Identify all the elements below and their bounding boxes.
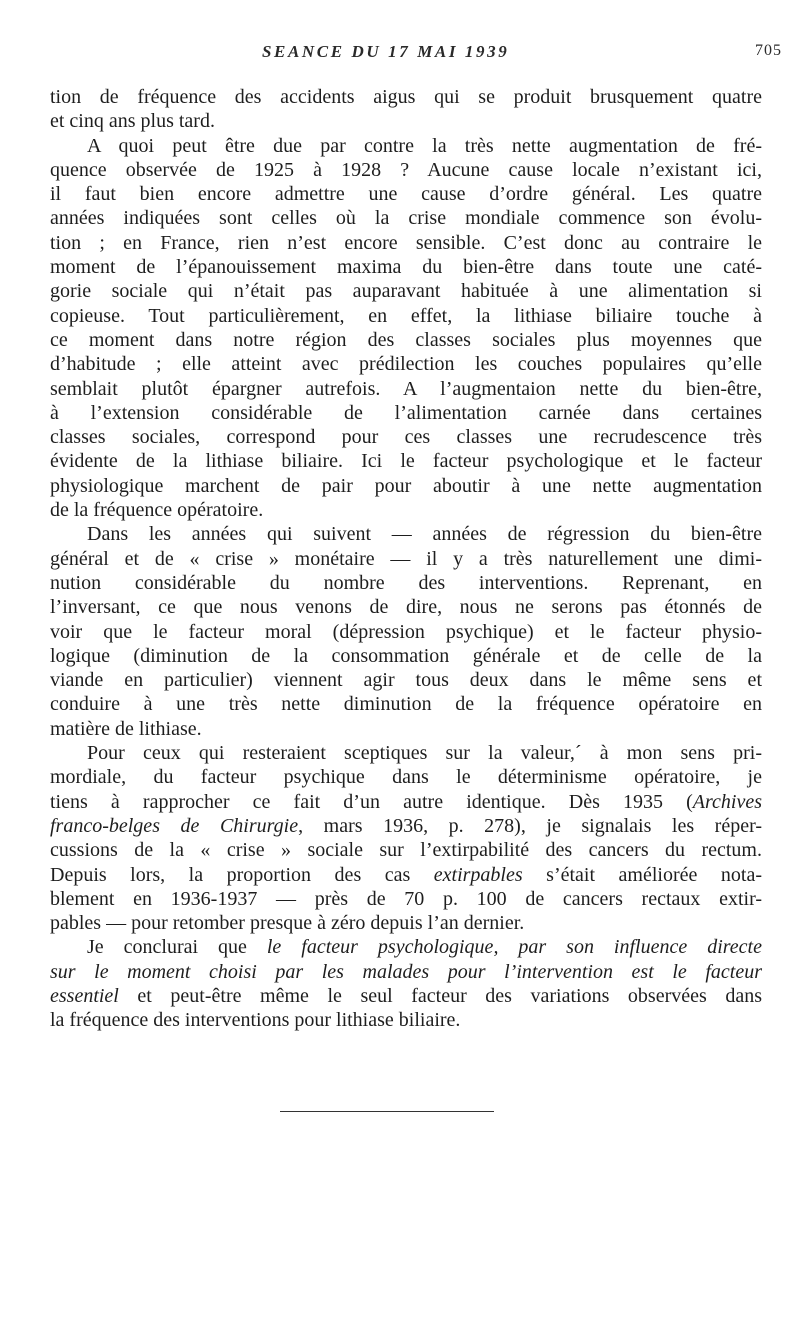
text-line: [50, 814, 762, 838]
text-segment: gorie sociale qui n’était pas auparavant habituée à une alimentation si: [50, 280, 762, 303]
text-segment: pables — pour retomber presque à zéro depuis l’an dernier.: [50, 912, 525, 935]
paragraph: [50, 522, 762, 741]
text-line: [50, 741, 762, 765]
text-line: [50, 158, 762, 182]
text-segment: , mars 1936, p. 278), je signalais les réper-: [298, 814, 762, 837]
text-line: [50, 498, 762, 522]
text-line: [50, 328, 762, 352]
text-line: [50, 692, 762, 716]
text-line: [50, 838, 762, 862]
text-line: [50, 595, 762, 619]
italic-text: extirpables: [433, 863, 523, 886]
text-segment: tiens à rapprocher ce fait d’un autre identique. Dès 1935 (: [50, 790, 693, 813]
running-head: [0, 42, 800, 66]
running-title: SEANCE DU 17 MAI 1939: [262, 42, 510, 61]
text-line: [50, 935, 762, 959]
text-segment: matière de lithiase.: [50, 717, 202, 740]
text-segment: et cinq ans plus tard.: [50, 110, 215, 133]
text-line: [50, 717, 762, 741]
italic-text: franco-belges de Chirurgie: [50, 814, 299, 837]
text-segment: la fréquence des interventions pour lithiase biliaire.: [50, 1009, 461, 1032]
text-line: [50, 887, 762, 911]
text-line: [50, 377, 762, 401]
page-number: 705: [755, 42, 782, 59]
text-line: [50, 765, 762, 789]
text-segment: Depuis lors, la proportion des cas: [50, 863, 434, 886]
text-line: [50, 109, 762, 133]
text-line: [50, 85, 762, 109]
text-segment: quence observée de 1925 à 1928 ? Aucune cause locale n’existant ici,: [50, 158, 762, 181]
text-line: [50, 255, 762, 279]
text-line: [50, 790, 762, 814]
text-segment: conduire à une très nette diminution de la fréquence opératoire en: [50, 693, 762, 716]
text-line: [50, 668, 762, 692]
text-segment: copieuse. Tout particulièrement, en effet, la lithiase biliaire touche à: [50, 304, 762, 327]
text-line: [50, 134, 762, 158]
text-segment: tion de fréquence des accidents aigus qui se produit brusquement quatre: [50, 86, 762, 108]
italic-text: le facteur psychologique, par son influence directe: [266, 936, 762, 959]
text-segment: il faut bien encore admettre une cause d’ordre général. Les quatre: [50, 183, 762, 206]
text-segment: s’était améliorée nota-: [522, 863, 762, 886]
text-segment: de la fréquence opératoire.: [50, 499, 264, 522]
text-segment: Pour ceux qui resteraient sceptiques sur la valeur,´ à mon sens pri-: [87, 742, 762, 765]
text-segment: semblait plutôt épargner autrefois. A l’augmentaion nette du bien-être,: [50, 377, 762, 400]
text-line: [50, 279, 762, 303]
text-line: [50, 182, 762, 206]
text-line: [50, 644, 762, 668]
text-segment: Dans les années qui suivent — années de régression du bien-être: [87, 523, 762, 546]
text-segment: général et de « crise » monétaire — il y a très naturellement une dimi-: [50, 547, 762, 570]
text-segment: nution considérable du nombre des interventions. Reprenant, en: [50, 571, 762, 594]
text-segment: voir que le facteur moral (dépression psychique) et le facteur physio-: [50, 620, 762, 643]
paragraph: [50, 85, 762, 134]
text-segment: d’habitude ; elle atteint avec prédilection les couches populaires qu’elle: [50, 353, 762, 376]
text-line: [50, 863, 762, 887]
text-segment: ce moment dans notre région des classes sociales plus moyennes que: [50, 328, 762, 351]
text-segment: années indiquées sont celles où la crise mondiale commence son évolu-: [50, 207, 762, 230]
text-segment: cussions de la « crise » sociale sur l’extirpabilité des cancers du rectum.: [50, 839, 762, 862]
text-line: [50, 620, 762, 644]
text-segment: moment de l’épanouissement maxima du bien-être dans toute une caté-: [50, 256, 762, 279]
italic-text: essentiel: [50, 984, 119, 1007]
text-segment: logique (diminution de la consommation générale et de celle de la: [50, 644, 762, 667]
text-segment: blement en 1936-1937 — près de 70 p. 100 de cancers rectaux extir-: [50, 887, 762, 910]
text-segment: physiologique marchent de pair pour aboutir à une nette augmentation: [50, 474, 762, 497]
paragraph: [50, 935, 762, 1032]
text-line: [50, 960, 762, 984]
text-segment: classes sociales, correspond pour ces classes une recrudescence très: [50, 426, 762, 449]
closing-rule: [280, 1111, 494, 1112]
text-segment: tion ; en France, rien n’est encore sensible. C’est donc au contraire le: [50, 231, 762, 254]
paragraph: [50, 741, 762, 935]
text-line: [50, 425, 762, 449]
text-segment: évidente de la lithiase biliaire. Ici le facteur psychologique et le facteur: [50, 450, 762, 473]
text-line: [50, 474, 762, 498]
text-line: [50, 571, 762, 595]
text-segment: A quoi peut être due par contre la très nette augmentation de fré-: [87, 134, 762, 157]
text-segment: mordiale, du facteur psychique dans le déterminisme opératoire, je: [50, 766, 762, 789]
text-line: [50, 304, 762, 328]
text-segment: l’inversant, ce que nous venons de dire, nous ne serons pas étonnés de: [50, 596, 762, 619]
body-text: [50, 85, 762, 1033]
text-line: [50, 522, 762, 546]
italic-text: sur le moment choisi par les malades pour l’intervention est le facteur: [50, 960, 762, 983]
text-line: [50, 352, 762, 376]
text-line: [50, 984, 762, 1008]
text-line: [50, 1008, 762, 1032]
text-segment: Je conclurai que: [87, 936, 267, 959]
text-line: [50, 449, 762, 473]
text-line: [50, 911, 762, 935]
text-line: [50, 206, 762, 230]
text-segment: viande en particulier) viennent agir tous deux dans le même sens et: [50, 669, 762, 692]
paragraph: [50, 134, 762, 523]
text-segment: à l’extension considérable de l’alimentation carnée dans certaines: [50, 401, 762, 424]
italic-text: Archives: [692, 790, 762, 813]
text-line: [50, 401, 762, 425]
text-line: [50, 547, 762, 571]
text-line: [50, 231, 762, 255]
text-segment: et peut-être même le seul facteur des variations observées dans: [118, 984, 762, 1007]
